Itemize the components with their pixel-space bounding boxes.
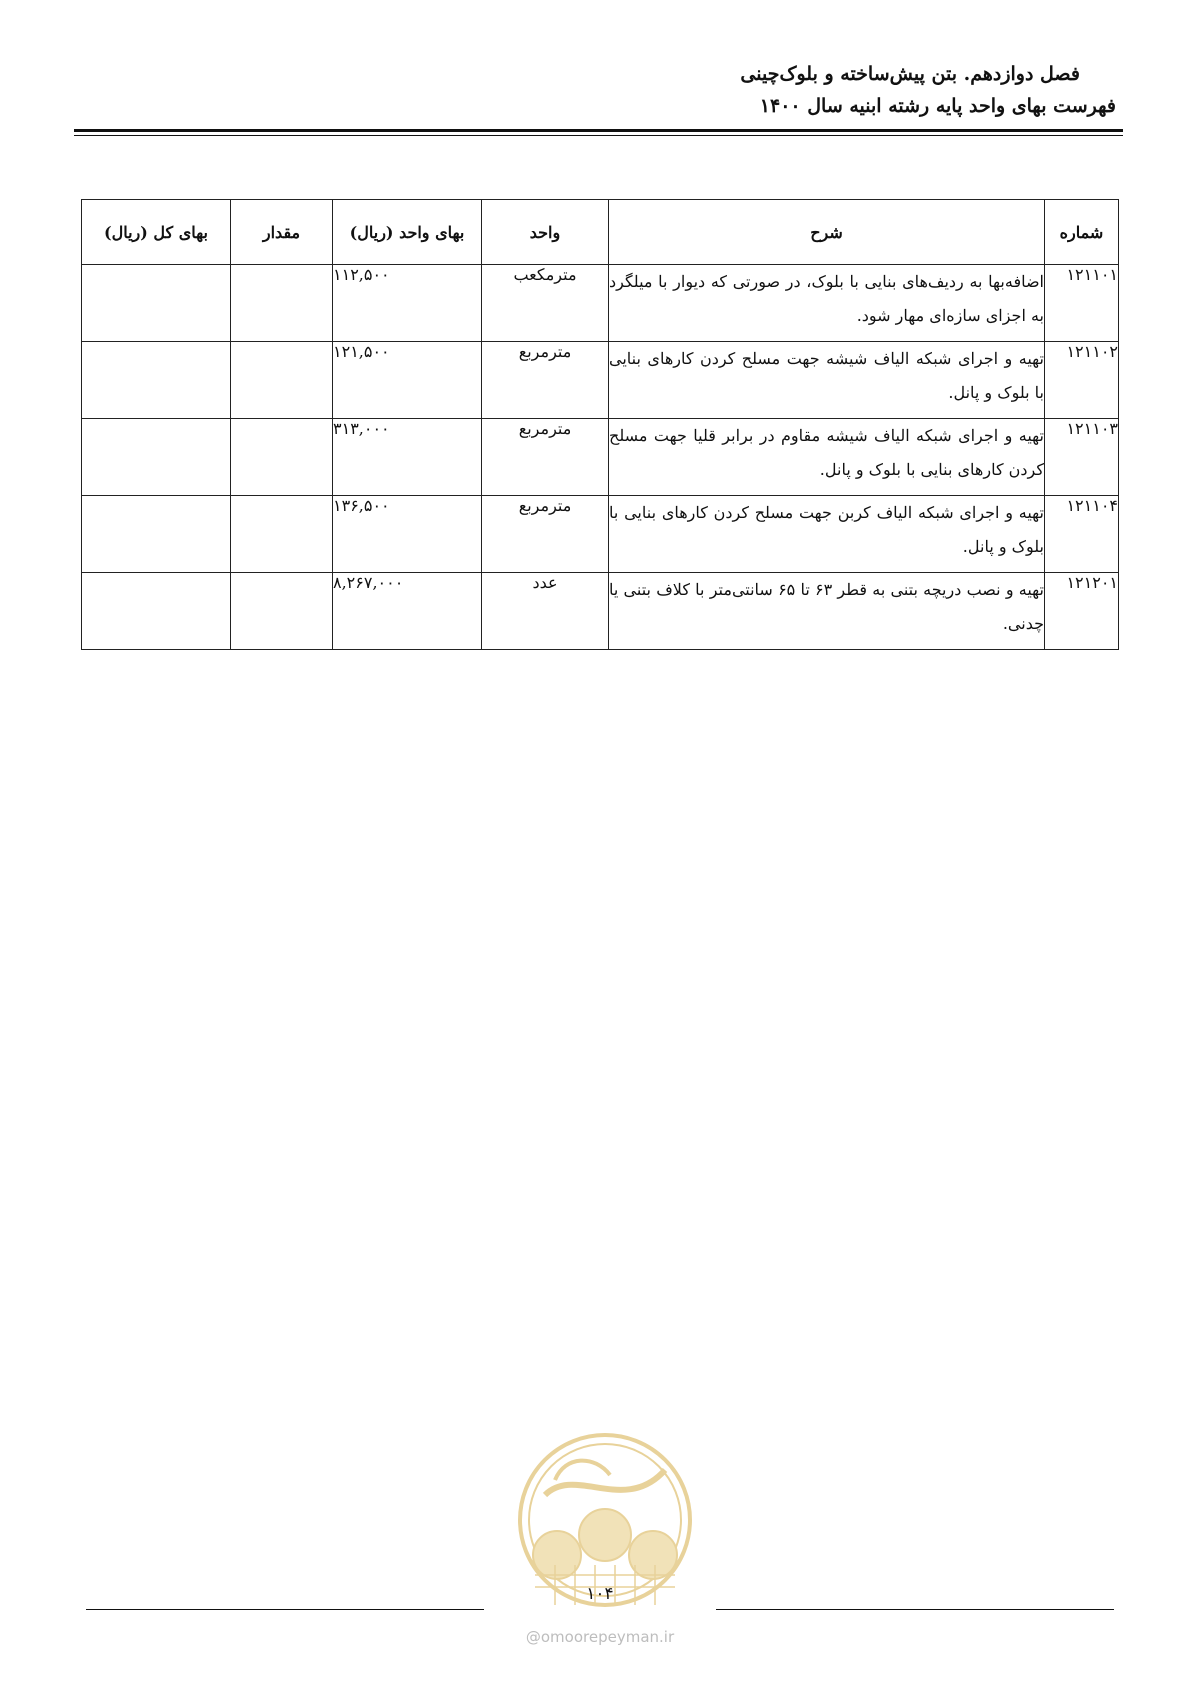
page-number: ۱۰۴ (586, 1584, 614, 1604)
row-quantity (231, 496, 333, 573)
row-unit: مترمربع (482, 496, 609, 573)
table-row (82, 342, 1119, 419)
row-code: ۱۲۱۲۰۱ (1045, 573, 1119, 650)
table-row (82, 573, 1119, 650)
header-unit: واحد (482, 200, 609, 265)
row-unit-price: ۱۳۶,۵۰۰ (333, 496, 482, 573)
row-quantity (231, 342, 333, 419)
header-description: شرح (609, 200, 1045, 265)
row-description: تهیه و اجرای شبکه الیاف شیشه مقاوم در برابر قلیا جهت مسلح کردن کارهای بنایی با بلوک و پانل. (609, 419, 1045, 496)
row-unit: مترمربع (482, 419, 609, 496)
header-rule-thick (74, 129, 1123, 132)
footer-rule-right (716, 1609, 1114, 1610)
price-list-title: فهرست بهای واحد پایه رشته ابنیه سال ۱۴۰۰ (759, 95, 1116, 117)
row-unit-price: ۳۱۳,۰۰۰ (333, 419, 482, 496)
row-description: تهیه و نصب دریچه بتنی به قطر ۶۳ تا ۶۵ سانتی‌متر با کلاف بتنی یا چدنی. (609, 573, 1045, 650)
row-description: تهیه و اجرای شبکه الیاف کربن جهت مسلح کردن کارهای بنایی با بلوک و پانل. (609, 496, 1045, 573)
row-unit-price: ۱۲۱,۵۰۰ (333, 342, 482, 419)
row-code: ۱۲۱۱۰۴ (1045, 496, 1119, 573)
row-unit: مترمکعب (482, 265, 609, 342)
chapter-title: فصل دوازدهم. بتن پیش‌ساخته و بلوک‌چینی (740, 63, 1080, 85)
row-code: ۱۲۱۱۰۲ (1045, 342, 1119, 419)
page-header (216, 58, 1116, 122)
site-watermark-text: @omoorepeyman.ir (525, 1628, 675, 1646)
row-total-price (82, 342, 231, 419)
price-table (81, 199, 1119, 650)
row-total-price (82, 265, 231, 342)
row-total-price (82, 573, 231, 650)
table-row (82, 496, 1119, 573)
row-quantity (231, 419, 333, 496)
header-unit-price: بهای واحد (ریال) (333, 200, 482, 265)
row-unit: عدد (482, 573, 609, 650)
row-quantity (231, 573, 333, 650)
row-quantity (231, 265, 333, 342)
header-total-price: بهای کل (ریال) (82, 200, 231, 265)
row-total-price (82, 496, 231, 573)
table-row (82, 265, 1119, 342)
row-code: ۱۲۱۱۰۳ (1045, 419, 1119, 496)
row-total-price (82, 419, 231, 496)
header-rule-thin (74, 135, 1123, 136)
header-quantity: مقدار (231, 200, 333, 265)
row-unit-price: ۱۱۲,۵۰۰ (333, 265, 482, 342)
row-description: اضافه‌بها به ردیف‌های بنایی با بلوک، در صورتی که دیوار با میلگرد به اجزای سازه‌ای مهار شود. (609, 265, 1045, 342)
table-header-row (82, 200, 1119, 265)
table-row (82, 419, 1119, 496)
header-code: شماره (1045, 200, 1119, 265)
footer-rule-left (86, 1609, 484, 1610)
row-unit: مترمربع (482, 342, 609, 419)
row-description: تهیه و اجرای شبکه الیاف شیشه جهت مسلح کردن کارهای بنایی با بلوک و پانل. (609, 342, 1045, 419)
row-unit-price: ۸,۲۶۷,۰۰۰ (333, 573, 482, 650)
row-code: ۱۲۱۱۰۱ (1045, 265, 1119, 342)
